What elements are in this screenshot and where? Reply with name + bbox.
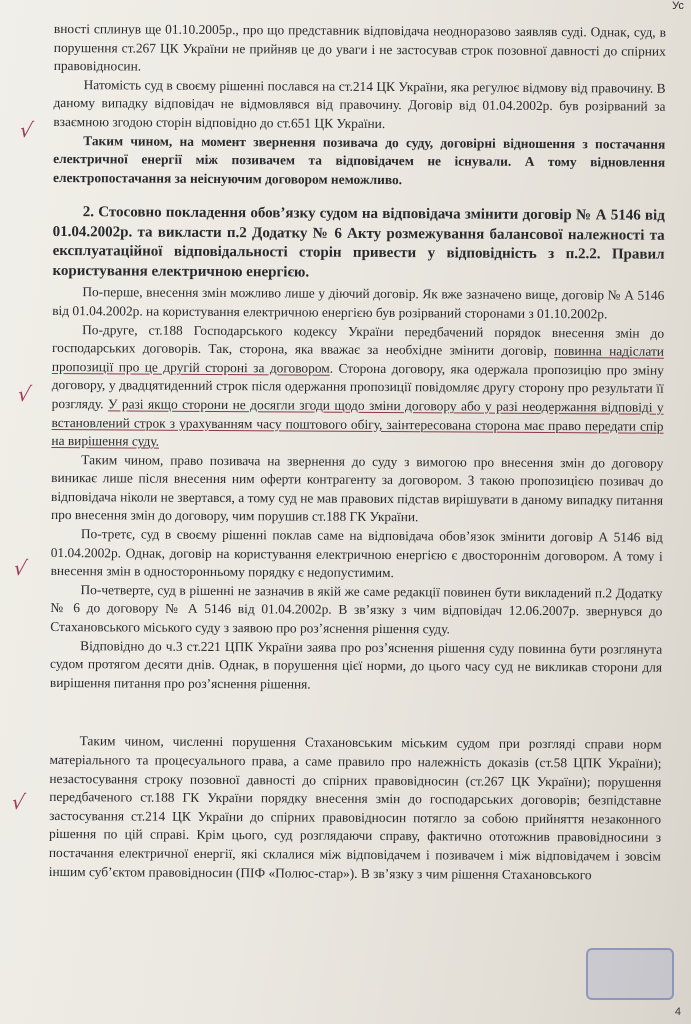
paragraph-7: По-третє, суд в своєму рішенні поклав саме на відповідача обов’язок змінити договір А 5146 від 01.04.2002р. Однак, договір на користування електричною енергією є двостороннім договором. А тому і внесення змін в односторонньому порядку є недопустимим. — [50, 526, 663, 581]
section-heading: 2. Стосовно покладення обов’язку судом на відповідача змінити договір № А 5146 від 01.04.2002р. та викласти п.2 Додатку № 6 Акту розмежування балансової належності та експлуатаційної відповідальності сторін привести у відповідність з п.2.2. Правил користування електричною енергією. — [52, 204, 665, 281]
blue-stamp-icon — [586, 948, 674, 1000]
paragraph-1: вності сплинув ще 01.10.2005р., про що представник відповідача неодноразово заявляв суді. Однак, суд, в порушення ст.267 ЦК України не прийняв це до уваги і не застосував строк позовної давності до спірних правовідносин. — [53, 20, 666, 74]
paragraph-5-part-b: . Сторона договору, яка одержала пропозицію про зміну договору, у двадцятиденний строк після одержання пропозиції повідомляє другу сторону про результати її розгляду. — [51, 360, 664, 412]
paragraph-10: Таким чином, численні порушення Стахановським міським судом при розгляді справи норм матеріального та процесуального права, а саме правило про належність доказів (ст.58 ЦПК України); незастосування строку позовної давності до спірних правовідносин (ст.267 ЦК України); порушення передбаченого ст.188 ГК України порядку внесення змін до господарських договорів; безпідставне застосування ст.214 ЦК України до спірних правовідносин потягло за собою прийняття незаконного рішення по цій справі. Крім цього, суд розглядаючи справу, фактично ототожнив правовідносини з постачання електричної енергії, які склалися між відповідачем і позивачем і між відповідачем і зовсім іншим суб’єктом правовідносин (ПІФ «Полюс-стар»). В зв’язку з чим рішення Стахановського — [48, 733, 662, 882]
pen-check-mark-icon: √ — [15, 382, 33, 406]
paragraph-5-part-a: По-друге, ст.188 Господарського кодексу України передбачений порядок внесення змін до господарських договорів. Так, сторона, яка вважає за необхідне змінити договір, — [51, 321, 665, 359]
pen-check-mark-icon: √ — [17, 118, 35, 142]
underlined-phrase-2: У разі якщо сторони не досягли згоди щодо зміни договору або у разі неодержання відповіді у встановлений строк з урахуванням часу поштового обігу, заінтересована сторона має право передати спір на вирішення суду. — [51, 396, 664, 449]
page-number: 4 — [674, 1006, 681, 1018]
paragraph-2: Натомість суд в своєму рішенні послався на ст.214 ЦК України, яка регулює відмову від правочину. В даному випадку відповідач не відмовлявся від правочину. Договір від 01.04.2002р. був розірваний за взаємною згодою сторін відповідно до ст.651 ЦК України. — [53, 76, 666, 131]
pen-check-mark-icon: √ — [11, 556, 29, 580]
document-body — [49, 20, 666, 885]
paragraph-8: По-четверте, суд в рішенні не зазначив в якій же саме редакції повинен бути викладений п.2 Додатку № 6 до договору № А 5146 від 01.04.2002р. В зв’язку з чим відповідач 12.06.2007р. звернувся до Стахановського міського суду з заявою про роз’яснення рішення суду. — [50, 582, 663, 637]
paragraph-gap — [50, 692, 662, 736]
paragraph-3-conclusion: Таким чином, на момент звернення позивача до суду, договірні відношення з постачання електричної енергії між позивачем та відповідачем не існували. А тому відновлення електропостачання за неіснуючим договором неможливо. — [52, 132, 666, 187]
corner-note: Ус — [672, 0, 684, 12]
paragraph-9: Відповідно до ч.3 ст.221 ЦПК України заява про роз’яснення рішення суду повинна бути розглянута судом протягом десяти днів. Однак, в порушення цієї норми, до цього часу суд не викликав сторони для вирішення питання про роз’яснення рішення. — [49, 637, 663, 692]
paragraph-4: По-перше, внесення змін можливо лише у діючий договір. Як вже зазначено вище, договір № А 5146 від 01.04.2002р. на користування електричною енергією був розірваний сторонами з 01.10.2002р. — [52, 284, 665, 322]
paragraph-6: Таким чином, право позивача на звернення до суду з вимогою про внесення змін до договору виникає лише після внесення ним оферти контрагенту за договором. З такою пропозицією позивач до відповідача ніколи не звертався, а тому суд не мав правових підстав вирішувати в даному випадку питання про внесення змін до договору, чим порушив ст.188 ГК України. — [50, 451, 664, 525]
pen-check-mark-icon: √ — [9, 790, 27, 814]
paragraph-5 — [51, 321, 664, 455]
underlined-phrase-1: повинна надіслати пропозиції про це другій стороні за договором — [51, 343, 665, 376]
